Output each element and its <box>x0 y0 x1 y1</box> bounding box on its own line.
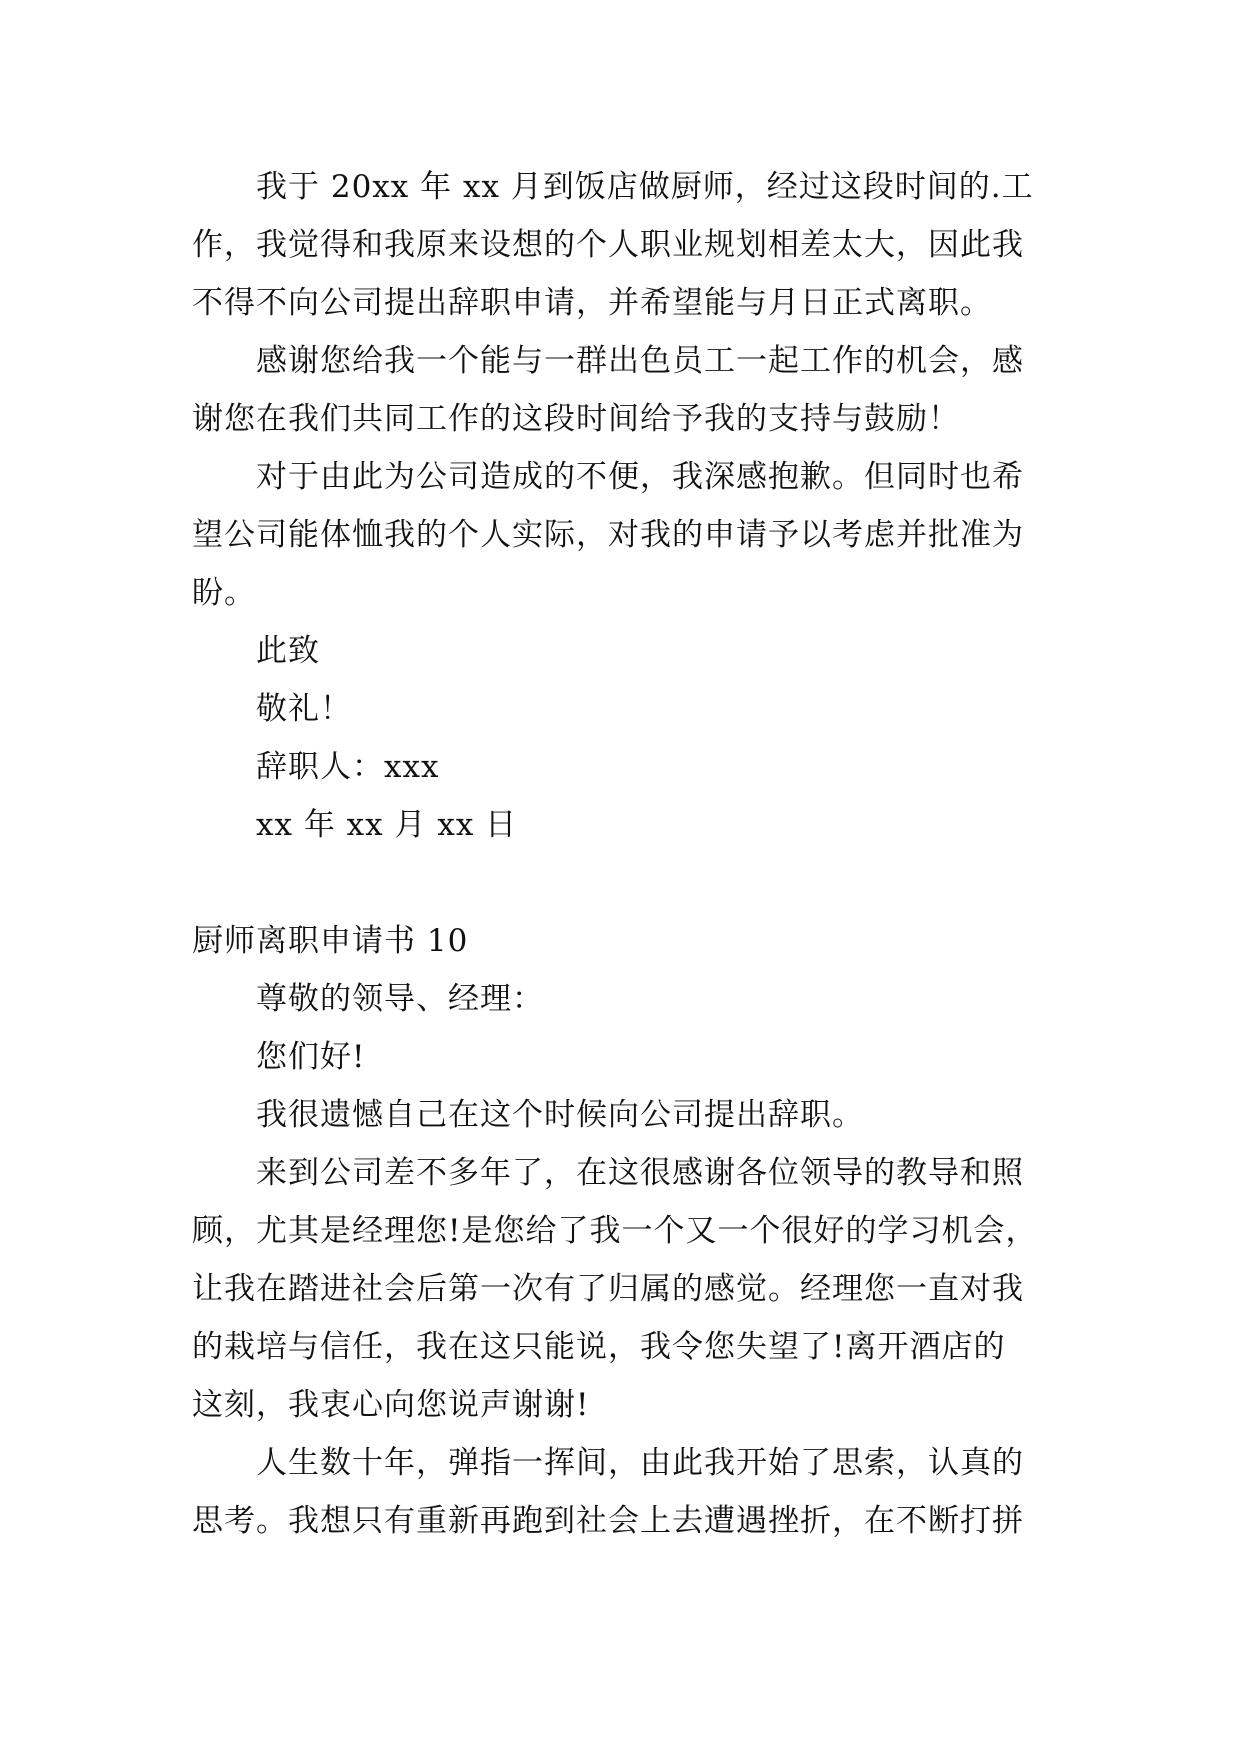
text-line: 的栽培与信任，我在这只能说，我令您失望了!离开酒店的 <box>192 1329 1006 1365</box>
text-line: 对于由此为公司造成的不便，我深感抱歉。但同时也希 <box>256 459 1024 495</box>
section-spacer <box>192 854 1052 912</box>
letter2-paragraph-1: 我很遗憾自己在这个时候向公司提出辞职。 <box>256 1097 864 1133</box>
letter1-paragraph-3 <box>192 448 1052 622</box>
text-line: 作，我觉得和我原来设想的个人职业规划相差太大，因此我 <box>192 227 1024 263</box>
text-line: 不得不向公司提出辞职申请，并希望能与月日正式离职。 <box>192 285 992 321</box>
salutation-line: 尊敬的领导、经理： <box>256 981 544 1017</box>
letter2-paragraph-2 <box>192 1144 1052 1434</box>
text-line: 望公司能体恤我的个人实际，对我的申请予以考虑并批准为 <box>192 517 1024 553</box>
greeting-line: 您们好! <box>256 1039 366 1075</box>
letter1-paragraph-1 <box>192 158 1052 332</box>
document-body <box>192 158 1052 1550</box>
text-line: 人生数十年，弹指一挥间，由此我开始了思索，认真的 <box>256 1445 1024 1481</box>
letter2-paragraph-3 <box>192 1434 1052 1550</box>
text-line: 感谢您给我一个能与一群出色员工一起工作的机会，感 <box>256 343 1024 379</box>
letter1-paragraph-2 <box>192 332 1052 448</box>
text-line: 来到公司差不多年了，在这很感谢各位领导的教导和照 <box>256 1155 1024 1191</box>
text-line: 让我在踏进社会后第一次有了归属的感觉。经理您一直对我 <box>192 1271 1024 1307</box>
closing-salute: 敬礼！ <box>256 691 352 727</box>
text-line: 我于 20xx 年 xx 月到饭店做厨师，经过这段时间的.工 <box>256 169 1034 205</box>
date-line: xx 年 xx 月 xx 日 <box>256 807 518 843</box>
section-title: 厨师离职申请书 10 <box>192 923 469 959</box>
text-line: 盼。 <box>192 575 256 611</box>
text-line: 谢您在我们共同工作的这段时间给予我的支持与鼓励！ <box>192 401 960 437</box>
text-line: 这刻，我衷心向您说声谢谢! <box>192 1387 590 1423</box>
closing-phrase: 此致 <box>256 633 320 669</box>
signer-line: 辞职人：xxx <box>256 749 440 785</box>
text-line: 顾，尤其是经理您!是您给了我一个又一个很好的学习机会， <box>192 1213 1038 1249</box>
text-line: 思考。我想只有重新再跑到社会上去遭遇挫折，在不断打拼 <box>192 1503 1024 1539</box>
